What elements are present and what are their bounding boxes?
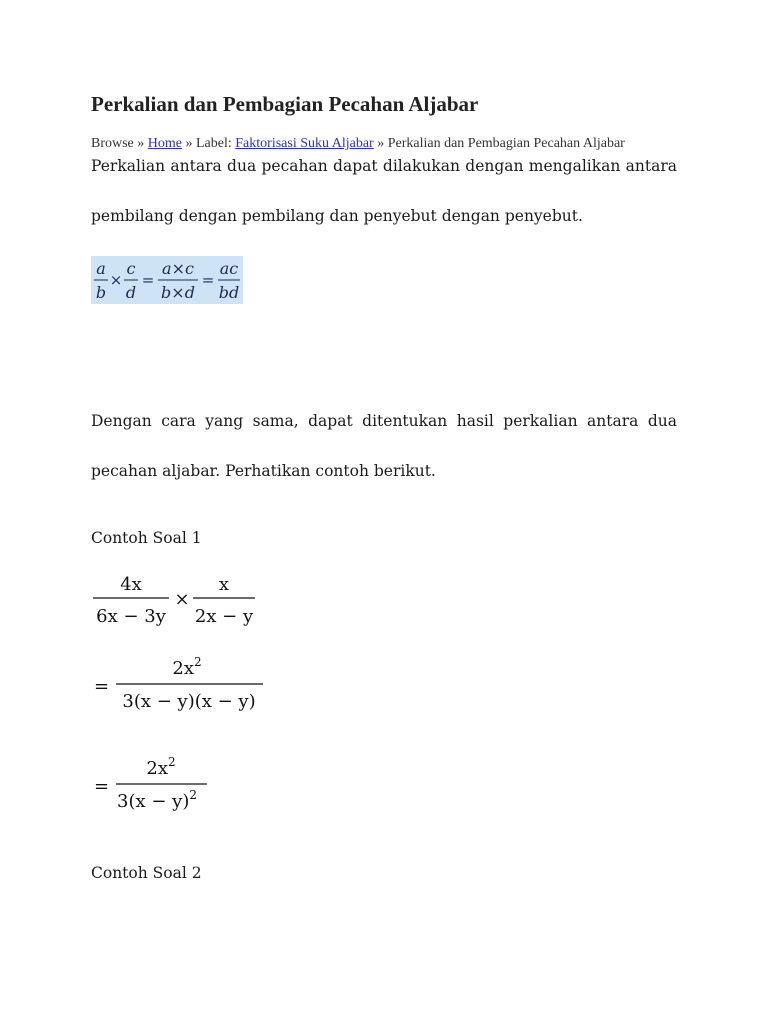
formula-ac: ac: [219, 259, 239, 278]
ex1-step2-num: $2x^2$: [146, 755, 176, 779]
formula-equals: =: [201, 271, 215, 289]
formula-a: a: [96, 259, 106, 278]
ex1-num1: 4x: [120, 574, 142, 595]
formula-b: b: [95, 283, 107, 302]
ex1-step1-num: $2x^2$: [172, 655, 202, 679]
breadcrumb-label-prefix: Label:: [196, 136, 232, 151]
formula-times: ×: [109, 271, 123, 289]
breadcrumb-separator: »: [377, 136, 385, 151]
breadcrumb-browse: Browse: [91, 136, 134, 151]
breadcrumb-separator: »: [185, 136, 193, 151]
breadcrumb-separator: »: [137, 136, 145, 151]
ex1-step2-den: $3(x - y)^2$: [117, 788, 197, 812]
formula-bd: bd: [218, 283, 240, 302]
example1-heading: Contoh Soal 1: [91, 529, 202, 547]
ex1-step2-equals: =: [94, 776, 110, 797]
ex1-num2: x: [218, 574, 230, 595]
ex1-times: ×: [174, 589, 190, 610]
intro-paragraph: Perkalian antara dua pecahan dapat dilakukan dengan mengalikan antara pembilang dengan pembilang dan penyebut dengan penyebut.: [91, 157, 677, 225]
general-formula: [91, 256, 243, 304]
formula-c: c: [126, 259, 136, 278]
page-title: Perkalian dan Pembagian Pecahan Aljabar: [91, 92, 479, 116]
breadcrumb-home-link[interactable]: Home: [147, 136, 182, 151]
example2-heading: Contoh Soal 2: [91, 864, 202, 882]
breadcrumb-current: Perkalian dan Pembagian Pecahan Aljabar: [387, 136, 625, 151]
ex1-step1-equals: =: [94, 676, 110, 697]
example1-step1: [91, 652, 291, 720]
example1-step2: [91, 752, 291, 820]
formula-bxd: b×d: [161, 283, 195, 302]
formula-equals: =: [141, 271, 155, 289]
breadcrumb-label-link[interactable]: Faktorisasi Suku Aljabar: [235, 136, 374, 151]
second-paragraph: Dengan cara yang sama, dapat ditentukan hasil perkalian antara dua pecahan aljabar. Perhatikan contoh berikut.: [91, 412, 677, 480]
ex1-den2: 2x − y: [194, 606, 254, 627]
ex1-den1: 6x − 3y: [96, 606, 166, 627]
formula-d: d: [125, 283, 137, 302]
example1-expression: [91, 568, 291, 636]
formula-axc: a×c: [162, 259, 194, 278]
ex1-step1-den: 3(x − y)(x − y): [122, 691, 256, 712]
general-formula-image: [91, 256, 243, 304]
